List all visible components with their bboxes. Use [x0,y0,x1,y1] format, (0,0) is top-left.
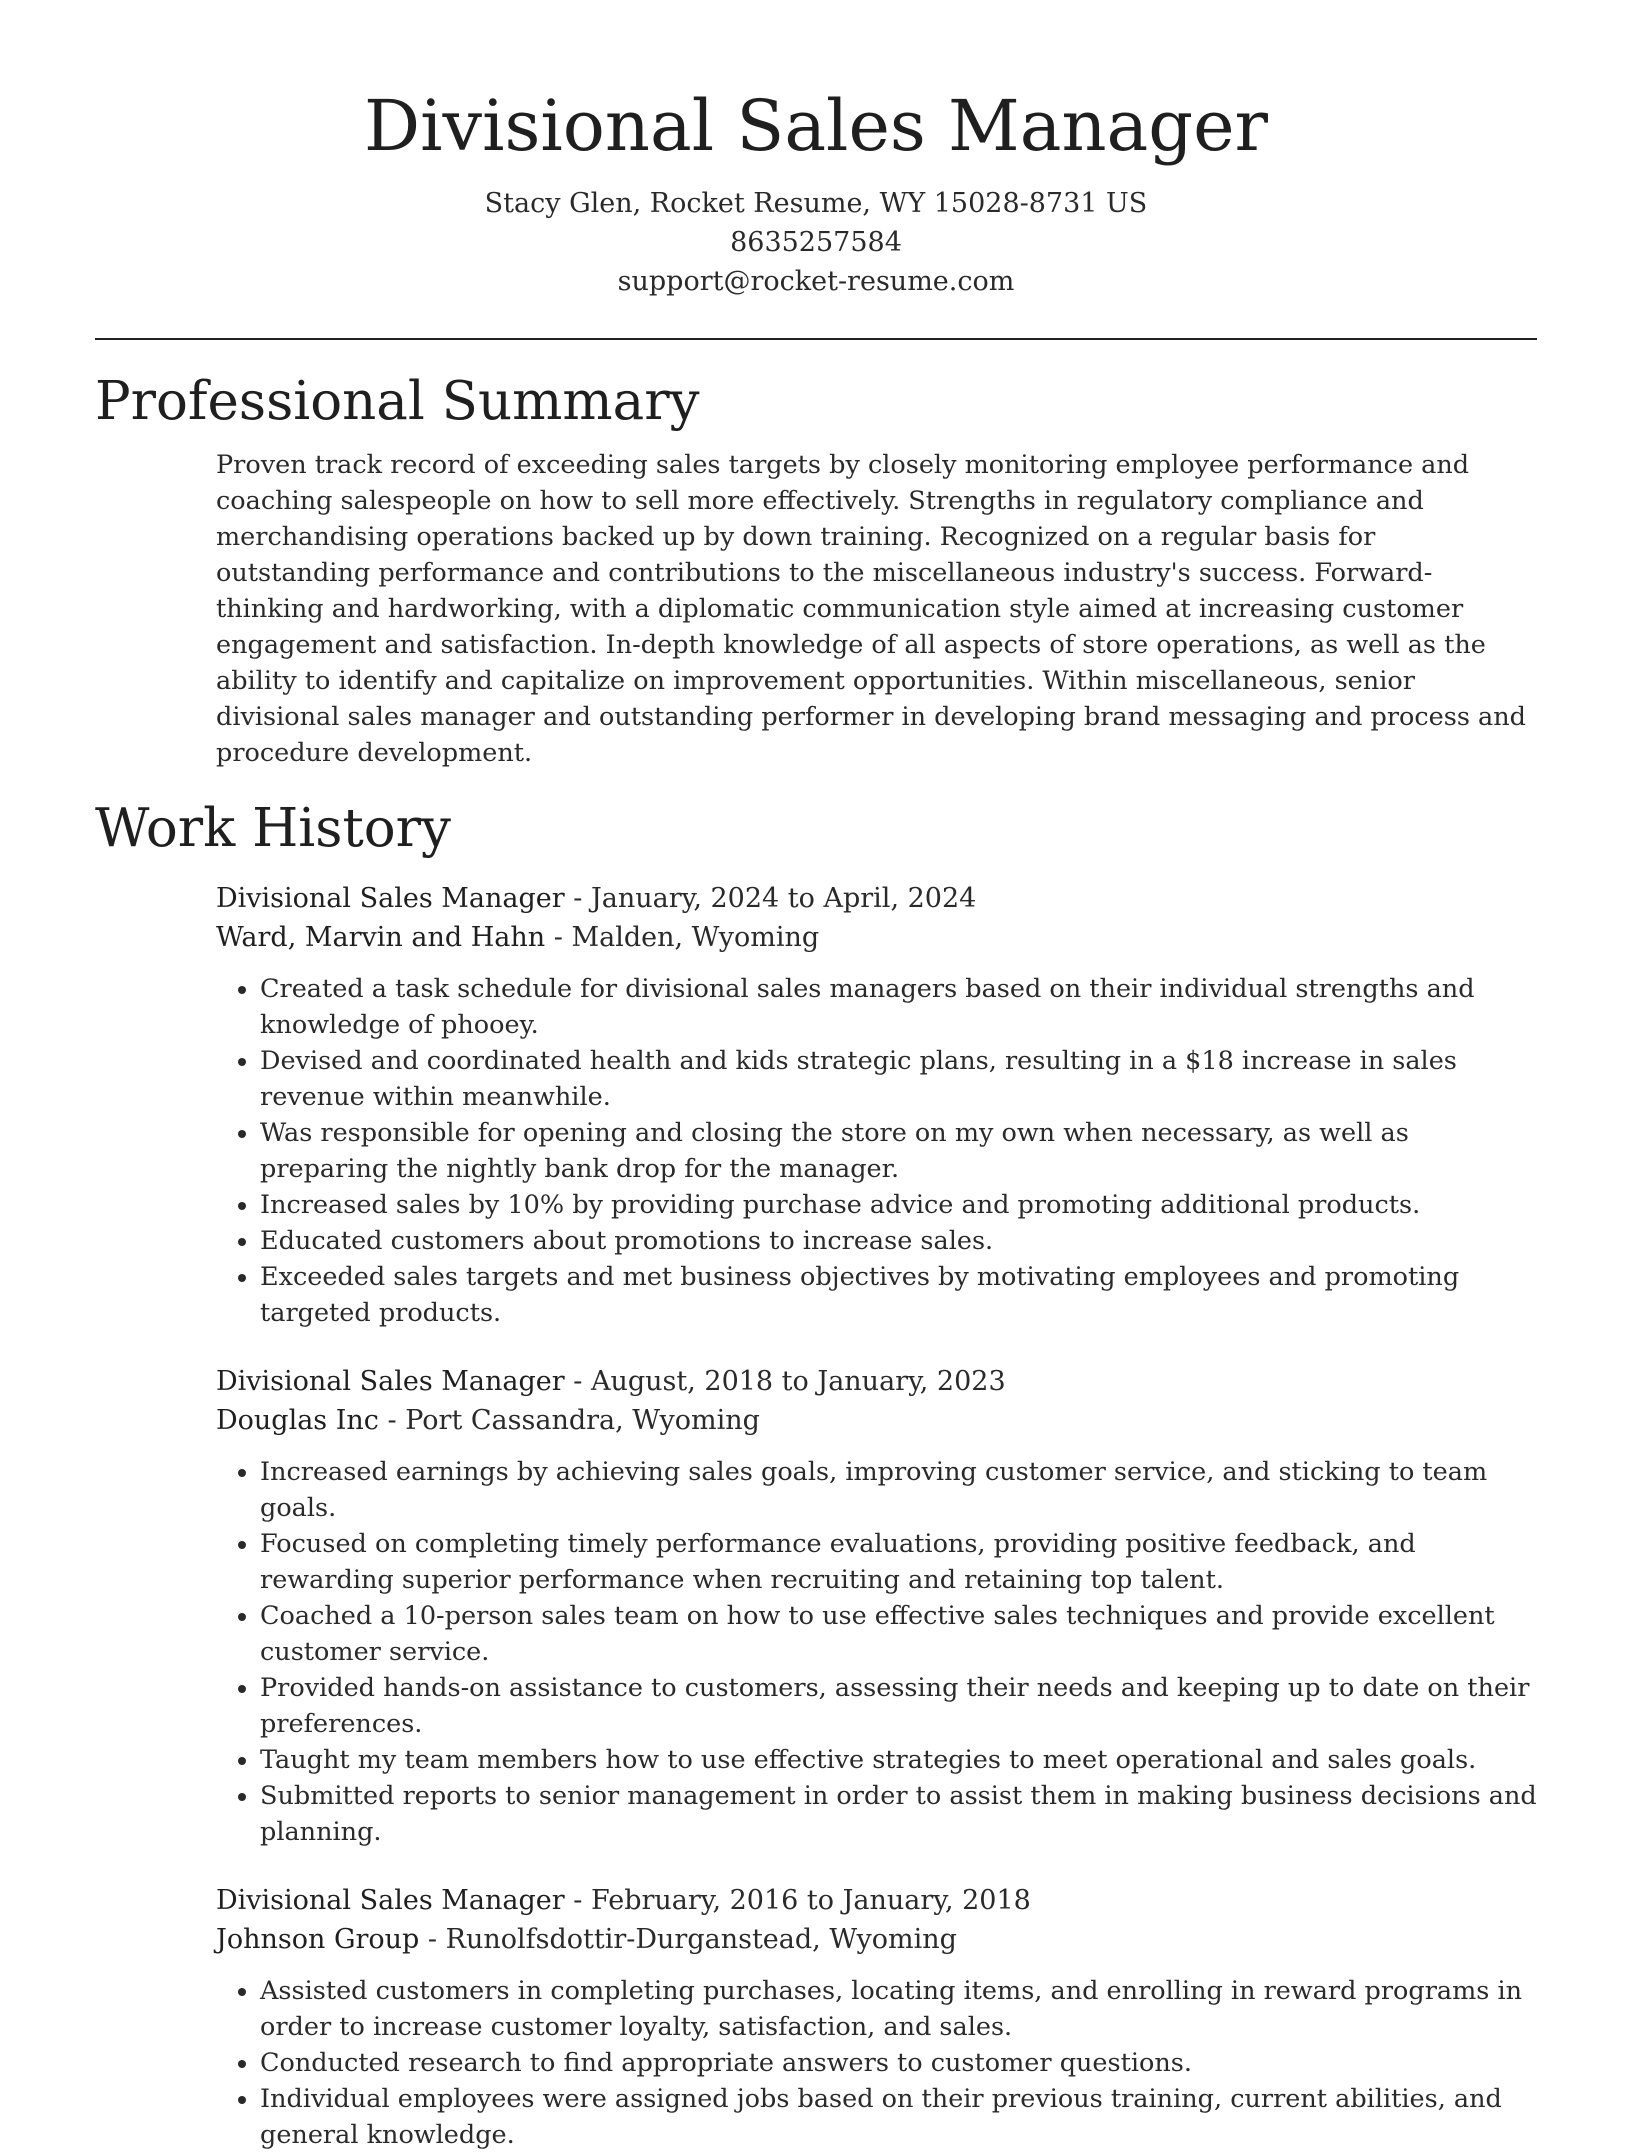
job-location: - Port Cassandra, Wyoming [378,1405,760,1436]
job-company-line [216,1401,1537,1440]
job-bullet: • Was responsible for opening and closing the store on my own when necessary, as well as preparing the nightly bank drop for the manager. [260,1115,1537,1187]
job-bullet: • Submitted reports to senior management in order to assist them in making business decisions and planning. [260,1778,1537,1850]
job-bullet: • Devised and coordinated health and kids strategic plans, resulting in a $18 increase in sales revenue within meanwhile. [260,1043,1537,1115]
job-dates: - August, 2018 to January, 2023 [564,1366,1006,1397]
job-location: - Malden, Wyoming [545,922,820,953]
job-title: Divisional Sales Manager [216,1366,565,1397]
job-title: Divisional Sales Manager [216,1885,565,1916]
job-company-line [216,918,1537,957]
job-entry [216,1362,1537,1850]
header-divider [95,338,1537,340]
job-bullet: • Educated customers about promotions to increase sales. [260,1223,1537,1259]
job-title: Divisional Sales Manager [216,883,565,914]
job-bullet: • Focused on completing timely performance evaluations, providing positive feedback, and rewarding superior performance when recruiting and retaining top talent. [260,1526,1537,1598]
job-bullet: • Taught my team members how to use effective strategies to meet operational and sales goals. [260,1742,1537,1778]
job-company: Ward, Marvin and Hahn [216,922,546,953]
contact-address: Stacy Glen, Rocket Resume, WY 15028-8731 US [484,188,1148,219]
summary-section [95,370,1537,771]
job-bullets [216,1973,1537,2153]
job-bullets [216,971,1537,1331]
resume-header [95,0,1537,301]
job-location: - Runolfsdottir-Durganstead, Wyoming [419,1924,957,1955]
job-entry [216,879,1537,1331]
job-bullet: • Conducted research to find appropriate answers to customer questions. [260,2045,1537,2081]
job-bullet: • Coached a 10-person sales team on how to use effective sales techniques and provide excellent customer service. [260,1598,1537,1670]
job-bullet: • Created a task schedule for divisional sales managers based on their individual strengths and knowledge of phooey. [260,971,1537,1043]
job-bullets [216,1454,1537,1850]
contact-email: support@rocket-resume.com [617,266,1015,297]
work-history-heading: Work History [95,798,451,859]
job-bullet: • Exceeded sales targets and met business objectives by motivating employees and promoting targeted products. [260,1259,1537,1331]
job-dates: - February, 2016 to January, 2018 [564,1885,1031,1916]
job-company-line [216,1920,1537,1959]
job-title-line [216,879,1537,918]
job-company: Douglas Inc [216,1405,379,1436]
job-bullet: • Provided hands-on assistance to customers, assessing their needs and keeping up to date on their preferences. [260,1670,1537,1742]
resume-title: Divisional Sales Manager [364,85,1268,167]
summary-text: Proven track record of exceeding sales targets by closely monitoring employee performance and coaching salespeople on how to sell more effectively. Strengths in regulatory compliance and merchandising operations backed up by down training. Recognized on a regular basis for outstanding performance and contributions to the miscellaneous industry's success. Forward-thinking and hardworking, with a diplomatic communication style aimed at increasing customer engagement and satisfaction. In-depth knowledge of all aspects of store operations, as well as the ability to identify and capitalize on improvement opportunities. Within miscellaneous, senior divisional sales manager and outstanding performer in developing brand messaging and process and procedure development. [216,450,1526,768]
contact-phone: 8635257584 [730,227,902,258]
job-bullet: • Individual employees were assigned jobs based on their previous training, current abilities, and general knowledge. [260,2081,1537,2153]
summary-heading: Professional Summary [95,371,700,432]
job-title-line [216,1881,1537,1920]
job-title-line [216,1362,1537,1401]
work-history-section [95,797,1537,2153]
job-bullet: • Increased sales by 10% by providing purchase advice and promoting additional products. [260,1187,1537,1223]
contact-block [95,184,1537,301]
job-company: Johnson Group [216,1924,420,1955]
job-dates: - January, 2024 to April, 2024 [564,883,977,914]
job-bullet: • Increased earnings by achieving sales goals, improving customer service, and sticking to team goals. [260,1454,1537,1526]
job-entry [216,1881,1537,2153]
job-list [216,879,1537,2153]
job-bullet: • Assisted customers in completing purchases, locating items, and enrolling in reward programs in order to increase customer loyalty, satisfaction, and sales. [260,1973,1537,2045]
